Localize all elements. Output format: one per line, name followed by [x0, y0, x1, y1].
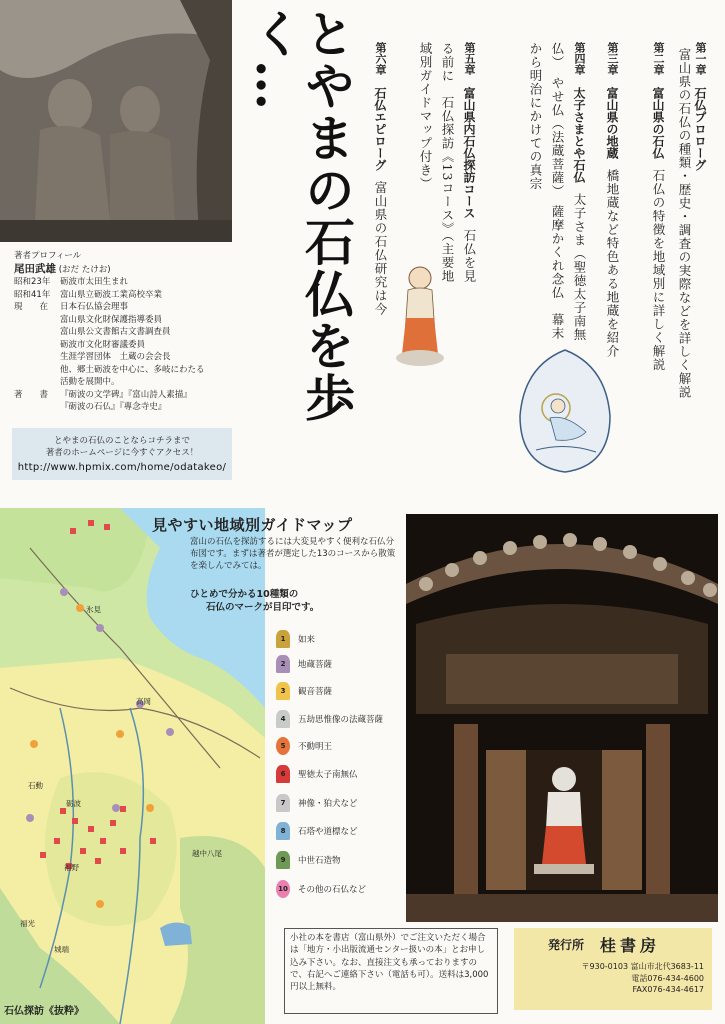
chapter-title: 富山県の石仏 — [651, 87, 665, 160]
chapter-6 — [372, 42, 388, 316]
publisher-fax: FAX076-434-4617 — [632, 985, 704, 994]
homepage-url[interactable]: http://www.hpmix.com/home/odatakeo/ — [17, 462, 227, 473]
legend-marker-icon: 10 — [276, 880, 290, 898]
shrine-photo — [406, 514, 718, 922]
map-place-label: 福光 — [20, 919, 35, 928]
chapter-1 — [677, 42, 708, 408]
link-line-2: 著者のホームページに今すぐアクセス！ — [45, 448, 199, 458]
legend-label: その他の石仏など — [298, 885, 367, 895]
legend-item — [276, 765, 358, 783]
legend-marker-icon: 9 — [276, 851, 290, 869]
profile-row — [14, 301, 234, 314]
chapter-num: 第四章 — [573, 42, 586, 75]
chapter-2 — [650, 42, 666, 372]
chapter-desc: 富山県の石仏の種類・歴史・調査の実際などを詳しく解説 — [677, 48, 692, 399]
profile-value: 他、郷土砺波を中心に、多岐にわたる — [60, 364, 205, 375]
legend-item — [276, 822, 358, 840]
profile-row — [14, 314, 234, 327]
profile-value: 生涯学習団体 土蔵の会会長 — [60, 352, 171, 362]
map-place-label: 福野 — [64, 863, 79, 872]
profile-key — [14, 326, 60, 339]
chapter-title: 石仏プロローグ — [693, 87, 707, 172]
legend-label: 不動明王 — [298, 742, 333, 752]
profile-value: 砺波市文化財審議委員 — [60, 339, 146, 350]
legend-label: 神像・狛犬など — [298, 799, 358, 809]
legend-item — [276, 710, 383, 728]
chapter-num: 第五章 — [463, 42, 476, 75]
profile-value: 富山県公文書館古文書調査員 — [60, 327, 171, 337]
publisher-name: 桂書房 — [600, 936, 661, 955]
profile-value: 『砺波の石仏』『專念寺史』 — [60, 402, 167, 412]
profile-value: 富山県立砺波工業高校卒業 — [60, 289, 163, 300]
legend-marker-icon: 4 — [276, 710, 290, 728]
legend-label: 観音菩薩 — [298, 687, 333, 697]
profile-row — [14, 389, 234, 402]
chapter-desc: 石仏を見る前に 石仏探訪《13コース》（主要地域別ガイドマップ付き） — [418, 42, 477, 284]
chapter-desc: 富山県の石仏研究は今 — [373, 181, 388, 317]
profile-value: 砺波市太田生まれ — [60, 277, 129, 287]
chapter-num: 第六章 — [374, 42, 387, 75]
legend-item — [276, 682, 332, 700]
legend-item — [276, 630, 315, 648]
profile-value: 『砺波の文学碑』『富山詩人素描』 — [60, 389, 192, 400]
map-place-label: 砺波 — [66, 799, 81, 808]
chapter-title: 太子さまとや石仏 — [572, 87, 586, 184]
legend-marker-icon: 7 — [276, 794, 290, 812]
legend-item — [276, 880, 366, 898]
profile-row — [14, 401, 234, 414]
profile-key: 昭和41年 — [14, 289, 51, 300]
chapter-3 — [604, 42, 620, 358]
legend-label: 五劫思惟像の法蔵菩薩 — [298, 715, 384, 725]
profile-row — [14, 326, 234, 339]
yase-buddha-illustration — [392, 262, 448, 372]
legend-label: 地蔵菩薩 — [298, 660, 333, 670]
legend-item — [276, 851, 341, 869]
profile-row — [14, 276, 234, 289]
map-place-label: 城端 — [54, 945, 69, 954]
profile-key — [14, 364, 60, 377]
profile-heading: 著者プロフィール — [14, 251, 82, 261]
map-place-label: 氷見 — [86, 605, 101, 614]
profile-key: 昭和23年 — [14, 277, 51, 287]
taishi-illustration — [516, 346, 614, 476]
profile-value: 日本石仏協会理事 — [60, 302, 129, 312]
guide-subtitle-1: ひとめで分かる10種類の — [190, 589, 299, 600]
chapter-title: 富山県内石仏探訪コース — [462, 87, 476, 220]
publisher-zip: 〒930-0103 富山市北代3683-11 — [581, 962, 704, 971]
chapter-desc: 太子さま（聖徳太子南無仏） やせ仏（法蔵菩薩） 薩摩かくれ念仏 幕末から明治にかけての真宗 — [528, 42, 587, 342]
publisher-tel: 電話076-434-4600 — [631, 973, 704, 983]
legend-marker-icon: 3 — [276, 682, 290, 700]
map-place-label: 石動 — [28, 781, 43, 790]
profile-row — [14, 289, 234, 302]
legend-label: 聖徳太子南無仏 — [298, 770, 358, 780]
book-title: とやまの石仏を歩く… — [245, 8, 356, 424]
chapter-title: 石仏エピローグ — [373, 87, 387, 172]
profile-key — [14, 339, 60, 352]
chapter-title: 富山県の地蔵 — [605, 87, 619, 160]
profile-key — [14, 351, 60, 364]
publisher-box — [514, 928, 712, 1010]
map-place-label: 越中八尾 — [192, 849, 222, 858]
legend-item — [276, 737, 332, 755]
legend-marker-icon: 2 — [276, 655, 290, 673]
legend-item — [276, 794, 358, 812]
publisher-label: 発行所 — [548, 938, 585, 952]
profile-key — [14, 376, 60, 389]
author-profile — [14, 250, 234, 414]
legend-item — [276, 655, 332, 673]
profile-row — [14, 351, 234, 364]
profile-key — [14, 314, 60, 327]
legend-marker-icon: 6 — [276, 765, 290, 783]
author-reading: (おだ たけお) — [58, 264, 111, 275]
order-info: 小社の本を書店（富山県外）でご注文いただく場合は「地方・小出版流通センター扱いの本」とお申し込み下さい。なお、直接注文も承っておりますので、右記へご連絡下さい（電話も可）。送料は3,000円以上無料。 — [284, 928, 498, 1014]
profile-rows — [14, 276, 234, 414]
profile-value: 活動を展開中。 — [60, 377, 120, 387]
guide-title: 見やすい地域別ガイドマップ — [152, 516, 353, 534]
guide-subtitle-2: 石仏のマークが目印です。 — [206, 602, 320, 613]
map-caption: 石仏探訪《抜粋》 — [4, 1006, 84, 1017]
profile-key: 著 書 — [14, 389, 49, 400]
chapter-4 — [524, 42, 590, 342]
author-name: 尾田武雄 — [14, 262, 56, 275]
stone-buddha-photo — [0, 0, 232, 242]
profile-row — [14, 376, 234, 389]
legend-marker-icon: 5 — [276, 737, 290, 755]
link-line-1: とやまの石仏のことならコチラまで — [53, 436, 190, 446]
profile-value: 富山県文化財保護指導委員 — [60, 314, 163, 325]
profile-row — [14, 339, 234, 352]
chapter-num: 第一章 — [694, 42, 707, 75]
legend-label: 中世石造物 — [298, 856, 341, 866]
legend-marker-icon: 1 — [276, 630, 290, 648]
homepage-box — [12, 428, 232, 480]
profile-row — [14, 364, 234, 377]
legend-label: 石塔や道標など — [298, 827, 358, 837]
chapter-num: 第二章 — [652, 42, 665, 75]
chapter-desc: 橋地蔵など特色ある地蔵を紹介 — [605, 169, 620, 359]
legend-marker-icon: 8 — [276, 822, 290, 840]
profile-key: 現 在 — [14, 302, 49, 312]
chapter-num: 第三章 — [606, 42, 619, 75]
profile-key — [14, 401, 60, 414]
map-place-label: 高岡 — [136, 697, 151, 706]
publisher-address — [582, 961, 704, 996]
chapter-desc: 石仏の特徴を地域別に詳しく解説 — [651, 169, 666, 372]
legend-label: 如来 — [298, 635, 316, 645]
chapter-5 — [414, 42, 480, 292]
guide-description: 富山の石仏を探訪するには大変見やすく便利な石仏分布図です。まずは著者が選定した13のコースから散策を楽しんでみては。 — [190, 537, 396, 571]
